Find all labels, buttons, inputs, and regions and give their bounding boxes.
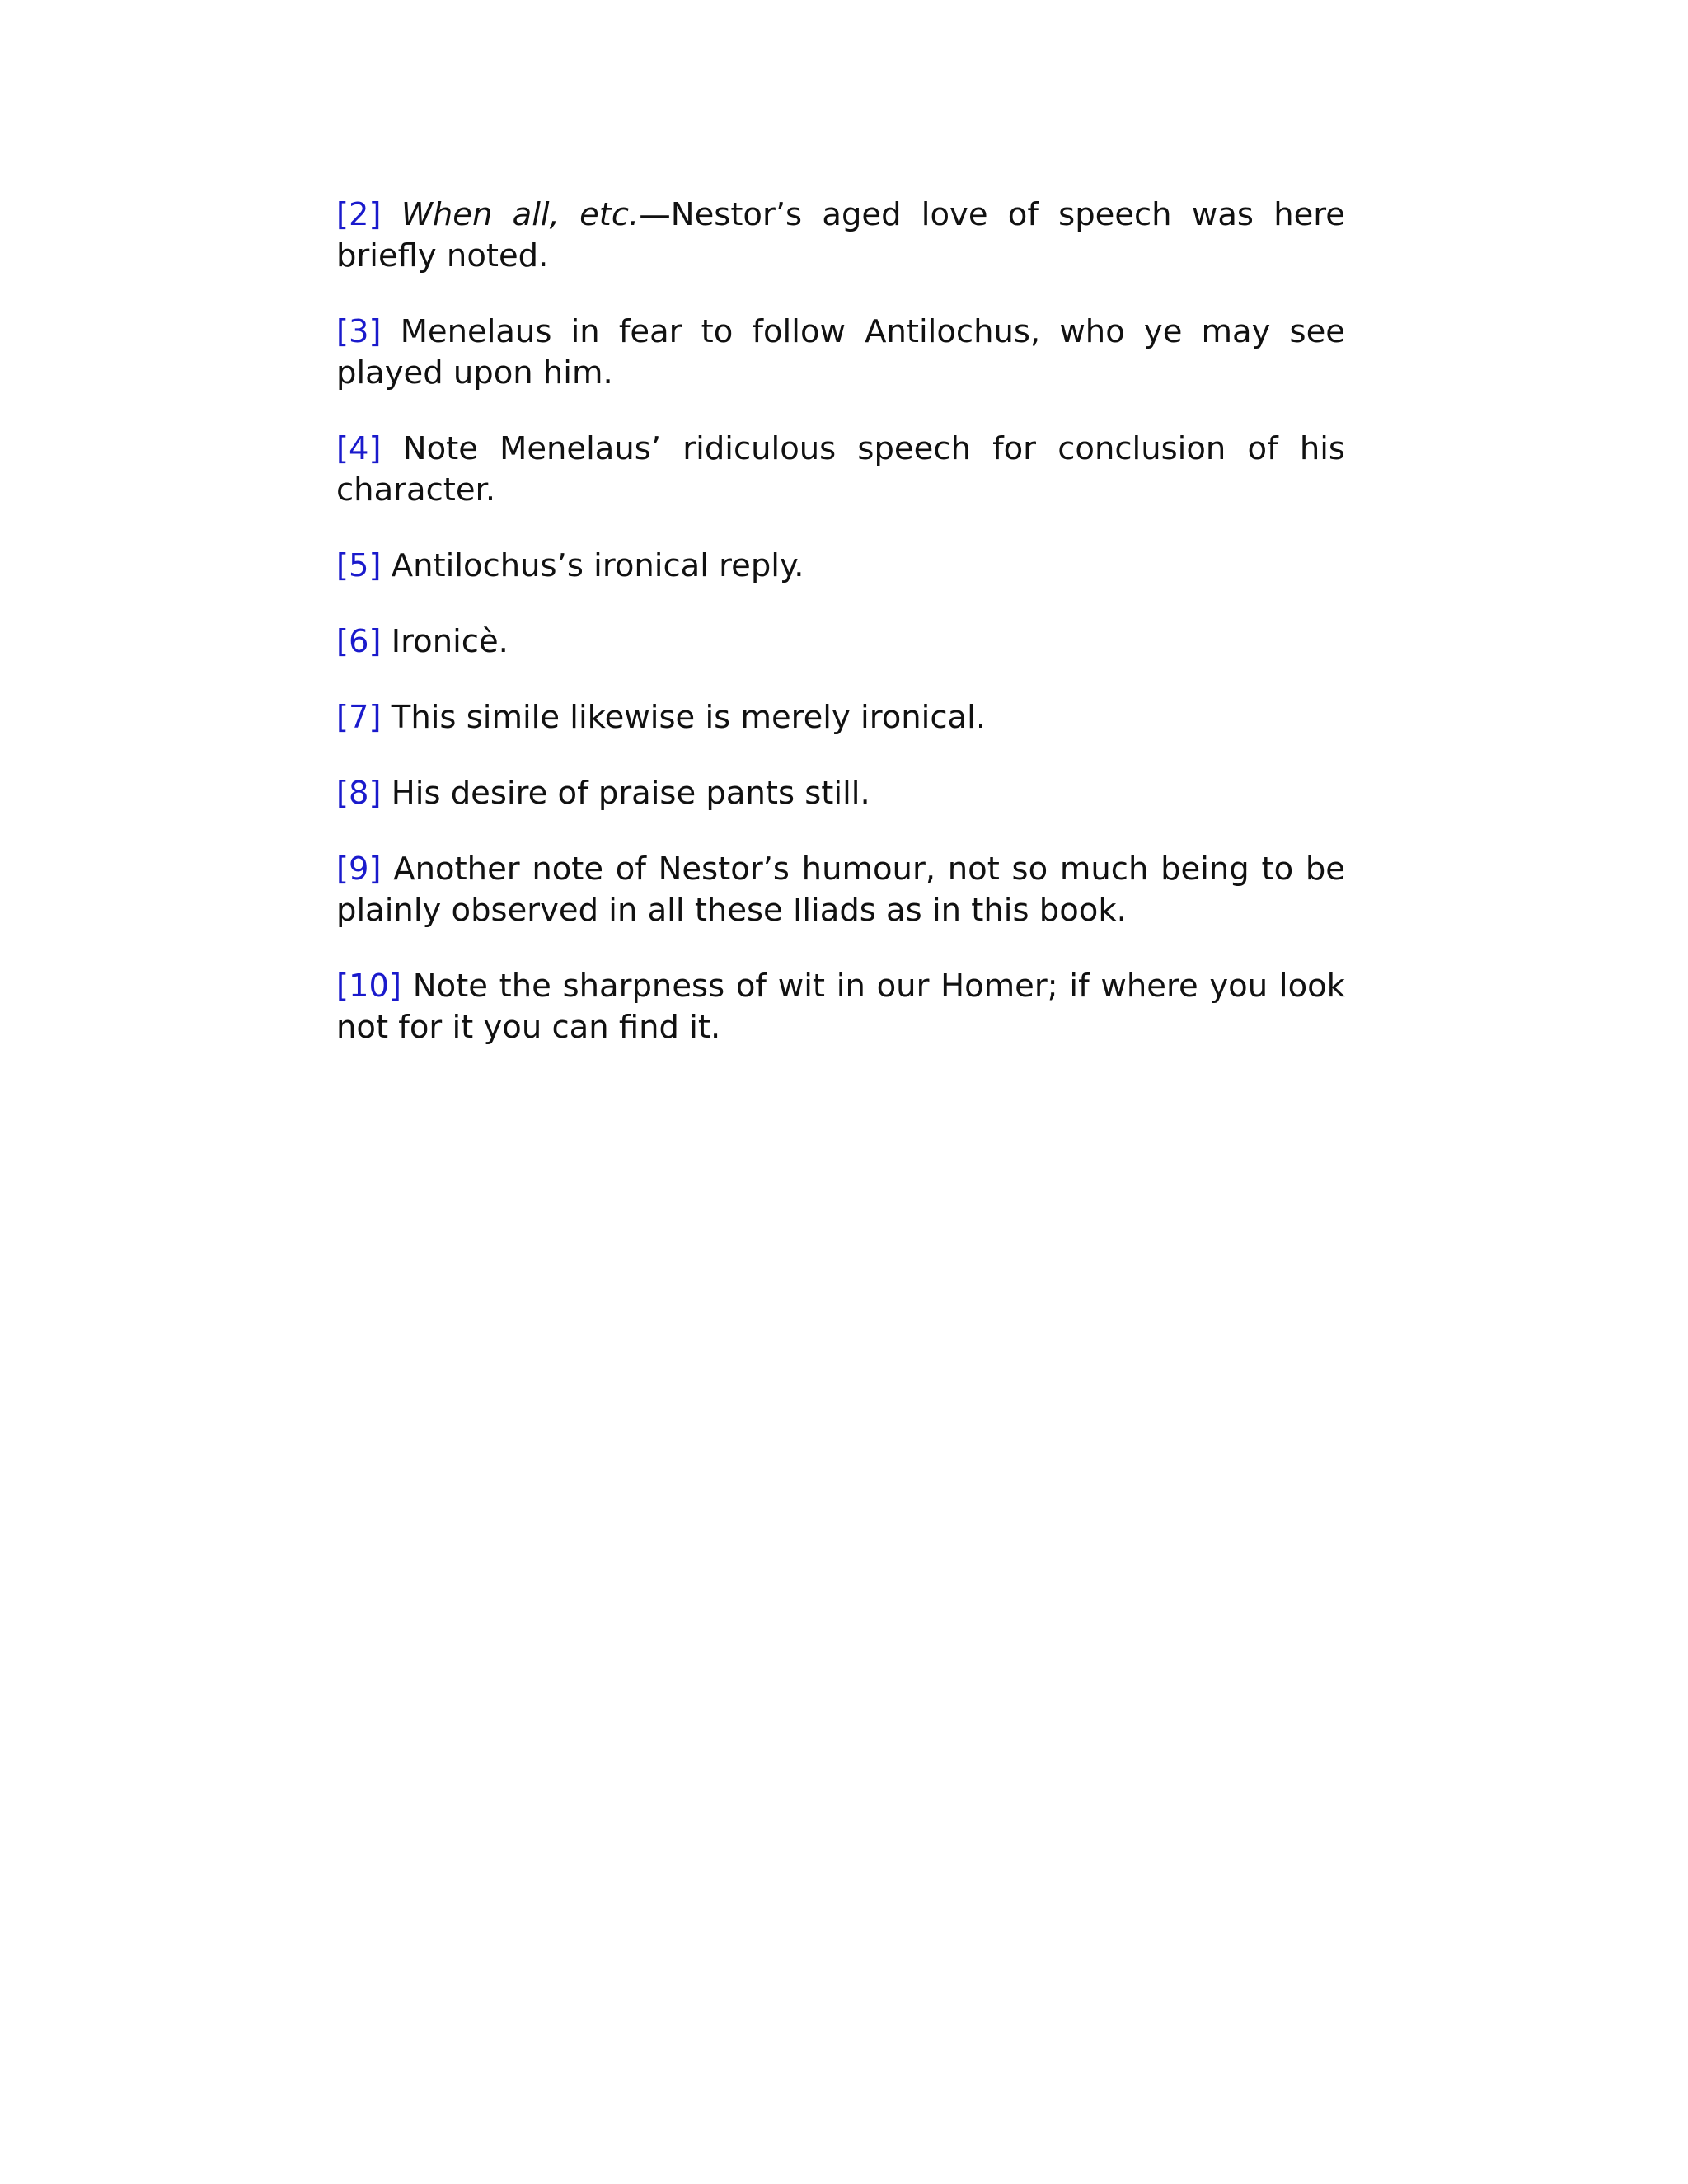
footnote-text: Another note of Nestor’s humour, not so much being to be plainly observed in all these Iliads as in this book. — [336, 851, 1345, 929]
footnote-ref-link[interactable]: [6] — [336, 623, 382, 660]
footnote-ref-link[interactable]: [7] — [336, 699, 382, 736]
footnote-9 — [336, 849, 1345, 931]
footnotes-page — [336, 194, 1345, 1083]
footnote-8 — [336, 773, 1345, 814]
footnote-2 — [336, 194, 1345, 277]
footnote-5 — [336, 546, 1345, 587]
footnote-text: Note the sharpness of wit in our Homer; if where you look not for it you can find it. — [336, 968, 1345, 1046]
footnote-italic-text: When all, etc. — [401, 196, 640, 233]
footnote-ref-link[interactable]: [3] — [336, 313, 382, 350]
footnote-ref-link[interactable]: [10] — [336, 968, 402, 1005]
footnote-6 — [336, 621, 1345, 663]
footnote-text: This simile likewise is merely ironical. — [391, 699, 987, 736]
footnote-text: Ironicè. — [391, 623, 509, 660]
footnote-ref-link[interactable]: [2] — [336, 196, 382, 233]
footnote-ref-link[interactable]: [5] — [336, 547, 382, 584]
footnote-text: Menelaus in fear to follow Antilochus, who ye may see played upon him. — [336, 313, 1345, 391]
footnote-text: Note Menelaus’ ridiculous speech for conclusion of his character. — [336, 430, 1345, 509]
footnote-ref-link[interactable]: [4] — [336, 430, 382, 467]
footnote-7 — [336, 697, 1345, 738]
footnote-ref-link[interactable]: [9] — [336, 851, 382, 888]
footnote-10 — [336, 966, 1345, 1048]
footnote-ref-link[interactable]: [8] — [336, 775, 382, 812]
footnote-text: His desire of praise pants still. — [391, 775, 870, 812]
footnote-4 — [336, 429, 1345, 511]
footnote-3 — [336, 312, 1345, 394]
footnote-text: —Nestor’s aged love of speech was here briefly noted. — [336, 196, 1345, 274]
footnote-text: Antilochus’s ironical reply. — [391, 547, 804, 584]
